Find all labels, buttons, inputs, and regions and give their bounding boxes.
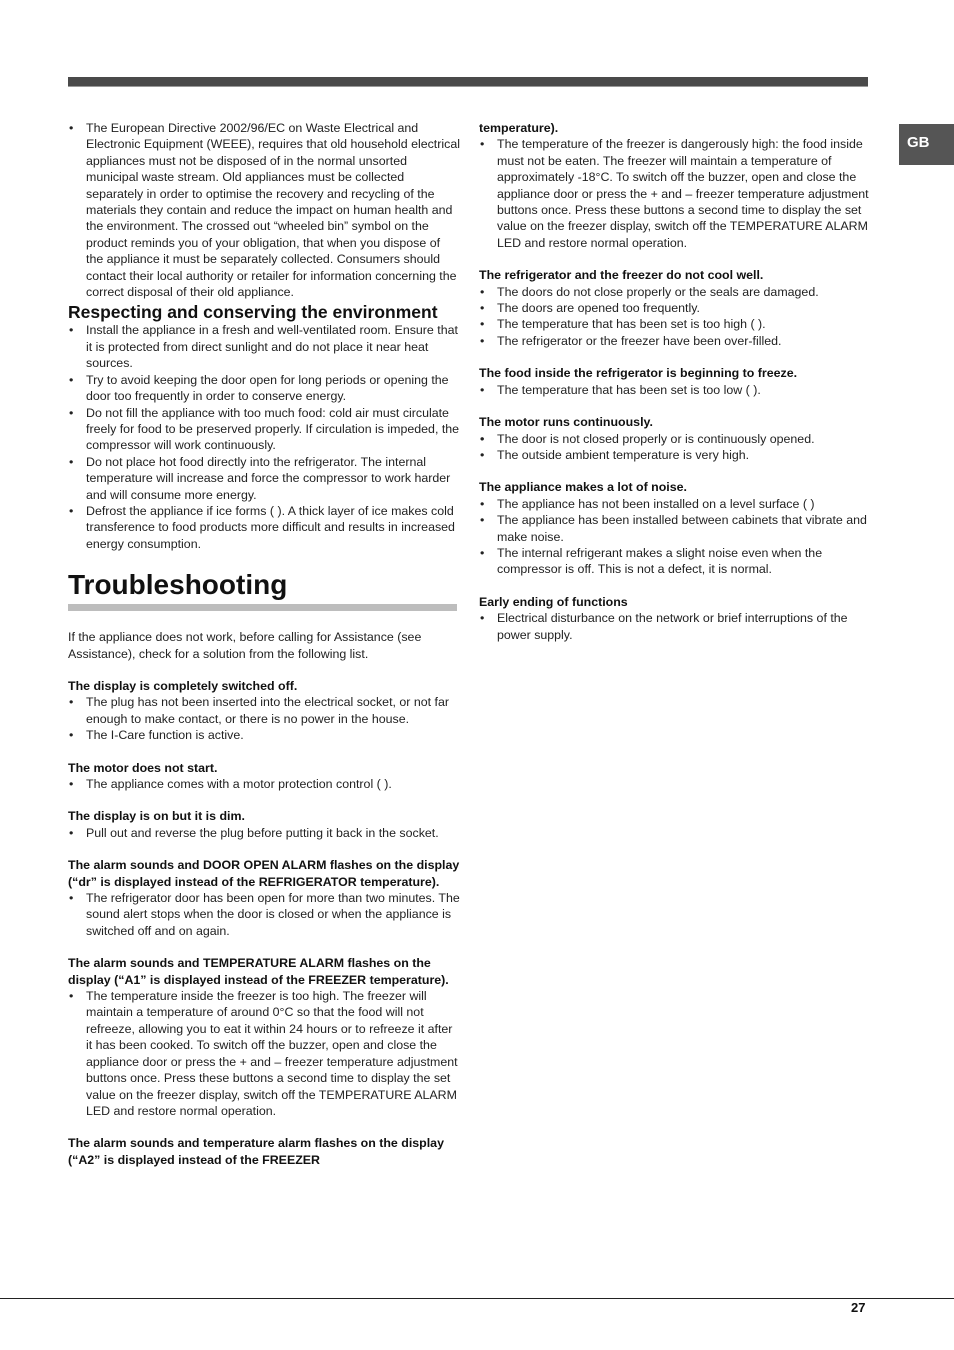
issue-heading: The appliance makes a lot of noise. — [479, 480, 687, 495]
issue-heading: The alarm sounds and DOOR OPEN ALARM flashes on the display (“dr” is displayed instead of the REFRIGERATOR temperature). — [68, 858, 460, 889]
footer-rule — [0, 1298, 954, 1299]
issue-list — [68, 694, 460, 743]
language-tab: GB — [899, 124, 954, 165]
list-item: • The refrigerator or the freezer have been over-filled. — [479, 333, 871, 349]
list-item: • Install the appliance in a fresh and well-ventilated room. Ensure that it is protected from direct sunlight and do not place it near heat sources. — [68, 322, 460, 371]
issue-list — [68, 776, 460, 792]
issue-list — [479, 382, 871, 398]
list-item: • The doors do not close properly or the seals are damaged. — [479, 284, 871, 300]
list-item: • Try to avoid keeping the door open for long periods or opening the door too frequently in order to conserve energy. — [68, 372, 460, 405]
issue-list — [479, 431, 871, 464]
list-item: • The internal refrigerant makes a slight noise even when the compressor is off. This is not a defect, it is normal. — [479, 545, 871, 578]
list-item: • Do not fill the appliance with too much food: cold air must circulate freely for food to be preserved properly. If circulation is impeded, the compressor will work continuously. — [68, 405, 460, 454]
right-column — [479, 120, 871, 643]
troubleshooting-title: Troubleshooting — [68, 569, 288, 601]
issue-heading: temperature). — [479, 121, 559, 135]
issue-heading: The food inside the refrigerator is beginning to freeze. — [479, 366, 798, 381]
list-item: • The I-Care function is active. — [68, 727, 460, 743]
list-item: • The temperature that has been set is too low ( ). — [479, 382, 871, 398]
list-item: • The temperature of the freezer is dangerously high: the food inside must not be eaten. The freezer will maintain a temperature of approximately -18°C. To switch off the buzzer, open and close the appliance door or press the + and – freezer temperature adjustment buttons once. Press these buttons a second time to display the set value on the freezer display, switch off the TEMPERATURE ALARM LED and restore normal operation. — [479, 136, 871, 251]
title-rule — [68, 604, 457, 611]
list-item: • The outside ambient temperature is very high. — [479, 447, 871, 463]
list-item: • The refrigerator door has been open for more than two minutes. The sound alert stops when the door is closed or when the appliance is switched off and on again. — [68, 890, 460, 939]
section-heading-environment: Respecting and conserving the environment — [68, 302, 438, 323]
issue-heading: The motor does not start. — [68, 760, 218, 775]
page-number: 27 — [851, 1300, 866, 1315]
issue-list — [68, 890, 460, 939]
issue-heading: The refrigerator and the freezer do not cool well. — [479, 268, 764, 283]
list-item: • The appliance comes with a motor protection control ( ). — [68, 776, 460, 792]
list-item: • The European Directive 2002/96/EC on Waste Electrical and Electronic Equipment (WEEE), requires that old household electrical appliances must not be disposed of in the normal unsorted municipal waste stream. Old appliances must be collected separately in order to optimise the recovery and recycling of the materials they contain and reduce the impact on human health and the environment. The crossed out “wheeled bin” symbol on the product reminds you of your obligation, that when you dispose of the appliance it must be separately collected. Consumers should contact their local authority or retailer for information concerning the correct disposal of their old appliance. — [68, 120, 460, 300]
list-item: • The appliance has not been installed on a level surface ( ) — [479, 496, 871, 512]
issue-list — [479, 284, 871, 350]
issue-list — [479, 496, 871, 578]
issue-heading: The motor runs continuously. — [479, 415, 653, 430]
issue-list — [479, 610, 871, 643]
list-item: • The appliance has been installed between cabinets that vibrate and make noise. — [479, 512, 871, 545]
list-item: • Defrost the appliance if ice forms ( ). A thick layer of ice makes cold transference to food products more difficult and results in increased energy consumption. — [68, 503, 460, 552]
list-item: • Electrical disturbance on the network or brief interruptions of the power supply. — [479, 610, 871, 643]
issue-heading: Early ending of functions — [479, 594, 628, 609]
troubleshooting-intro: If the appliance does not work, before calling for Assistance (see Assistance), check for a solution from the following list. — [68, 630, 422, 661]
header-bar — [68, 77, 868, 87]
list-item: • Pull out and reverse the plug before putting it back in the socket. — [68, 825, 460, 841]
issue-heading: The alarm sounds and temperature alarm flashes on the display (“A2” is displayed instead of the FREEZER — [68, 1136, 444, 1167]
weee-list — [68, 120, 460, 300]
issue-list — [68, 988, 460, 1119]
list-item: • The plug has not been inserted into the electrical socket, or not far enough to make contact, or there is no power in the house. — [68, 694, 460, 727]
issue-heading: The display is on but it is dim. — [68, 809, 245, 824]
issue-list — [68, 825, 460, 841]
list-item: • Do not place hot food directly into the refrigerator. The internal temperature will increase and force the compressor to work harder and will consume more energy. — [68, 454, 460, 503]
list-item: • The door is not closed properly or is continuously opened. — [479, 431, 871, 447]
issue-list — [479, 136, 871, 251]
list-item: • The temperature that has been set is too high ( ). — [479, 316, 871, 332]
issue-heading: The display is completely switched off. — [68, 678, 298, 693]
left-column — [68, 120, 460, 1168]
issue-heading: The alarm sounds and TEMPERATURE ALARM flashes on the display (“A1” is displayed instead of the FREEZER temperature). — [68, 956, 449, 987]
list-item: • The temperature inside the freezer is too high. The freezer will maintain a temperature of around 0°C so that the food will not refreeze, allowing you to eat it within 24 hours or to refreeze it after it has been cooked. To switch off the buzzer, open and close the appliance door or press the + and – freezer temperature adjustment buttons once. Press these buttons a second time to display the set value on the freezer display, switch off the TEMPERATURE ALARM LED and restore normal operation. — [68, 988, 460, 1119]
environment-list — [68, 322, 460, 552]
list-item: • The doors are opened too frequently. — [479, 300, 871, 316]
